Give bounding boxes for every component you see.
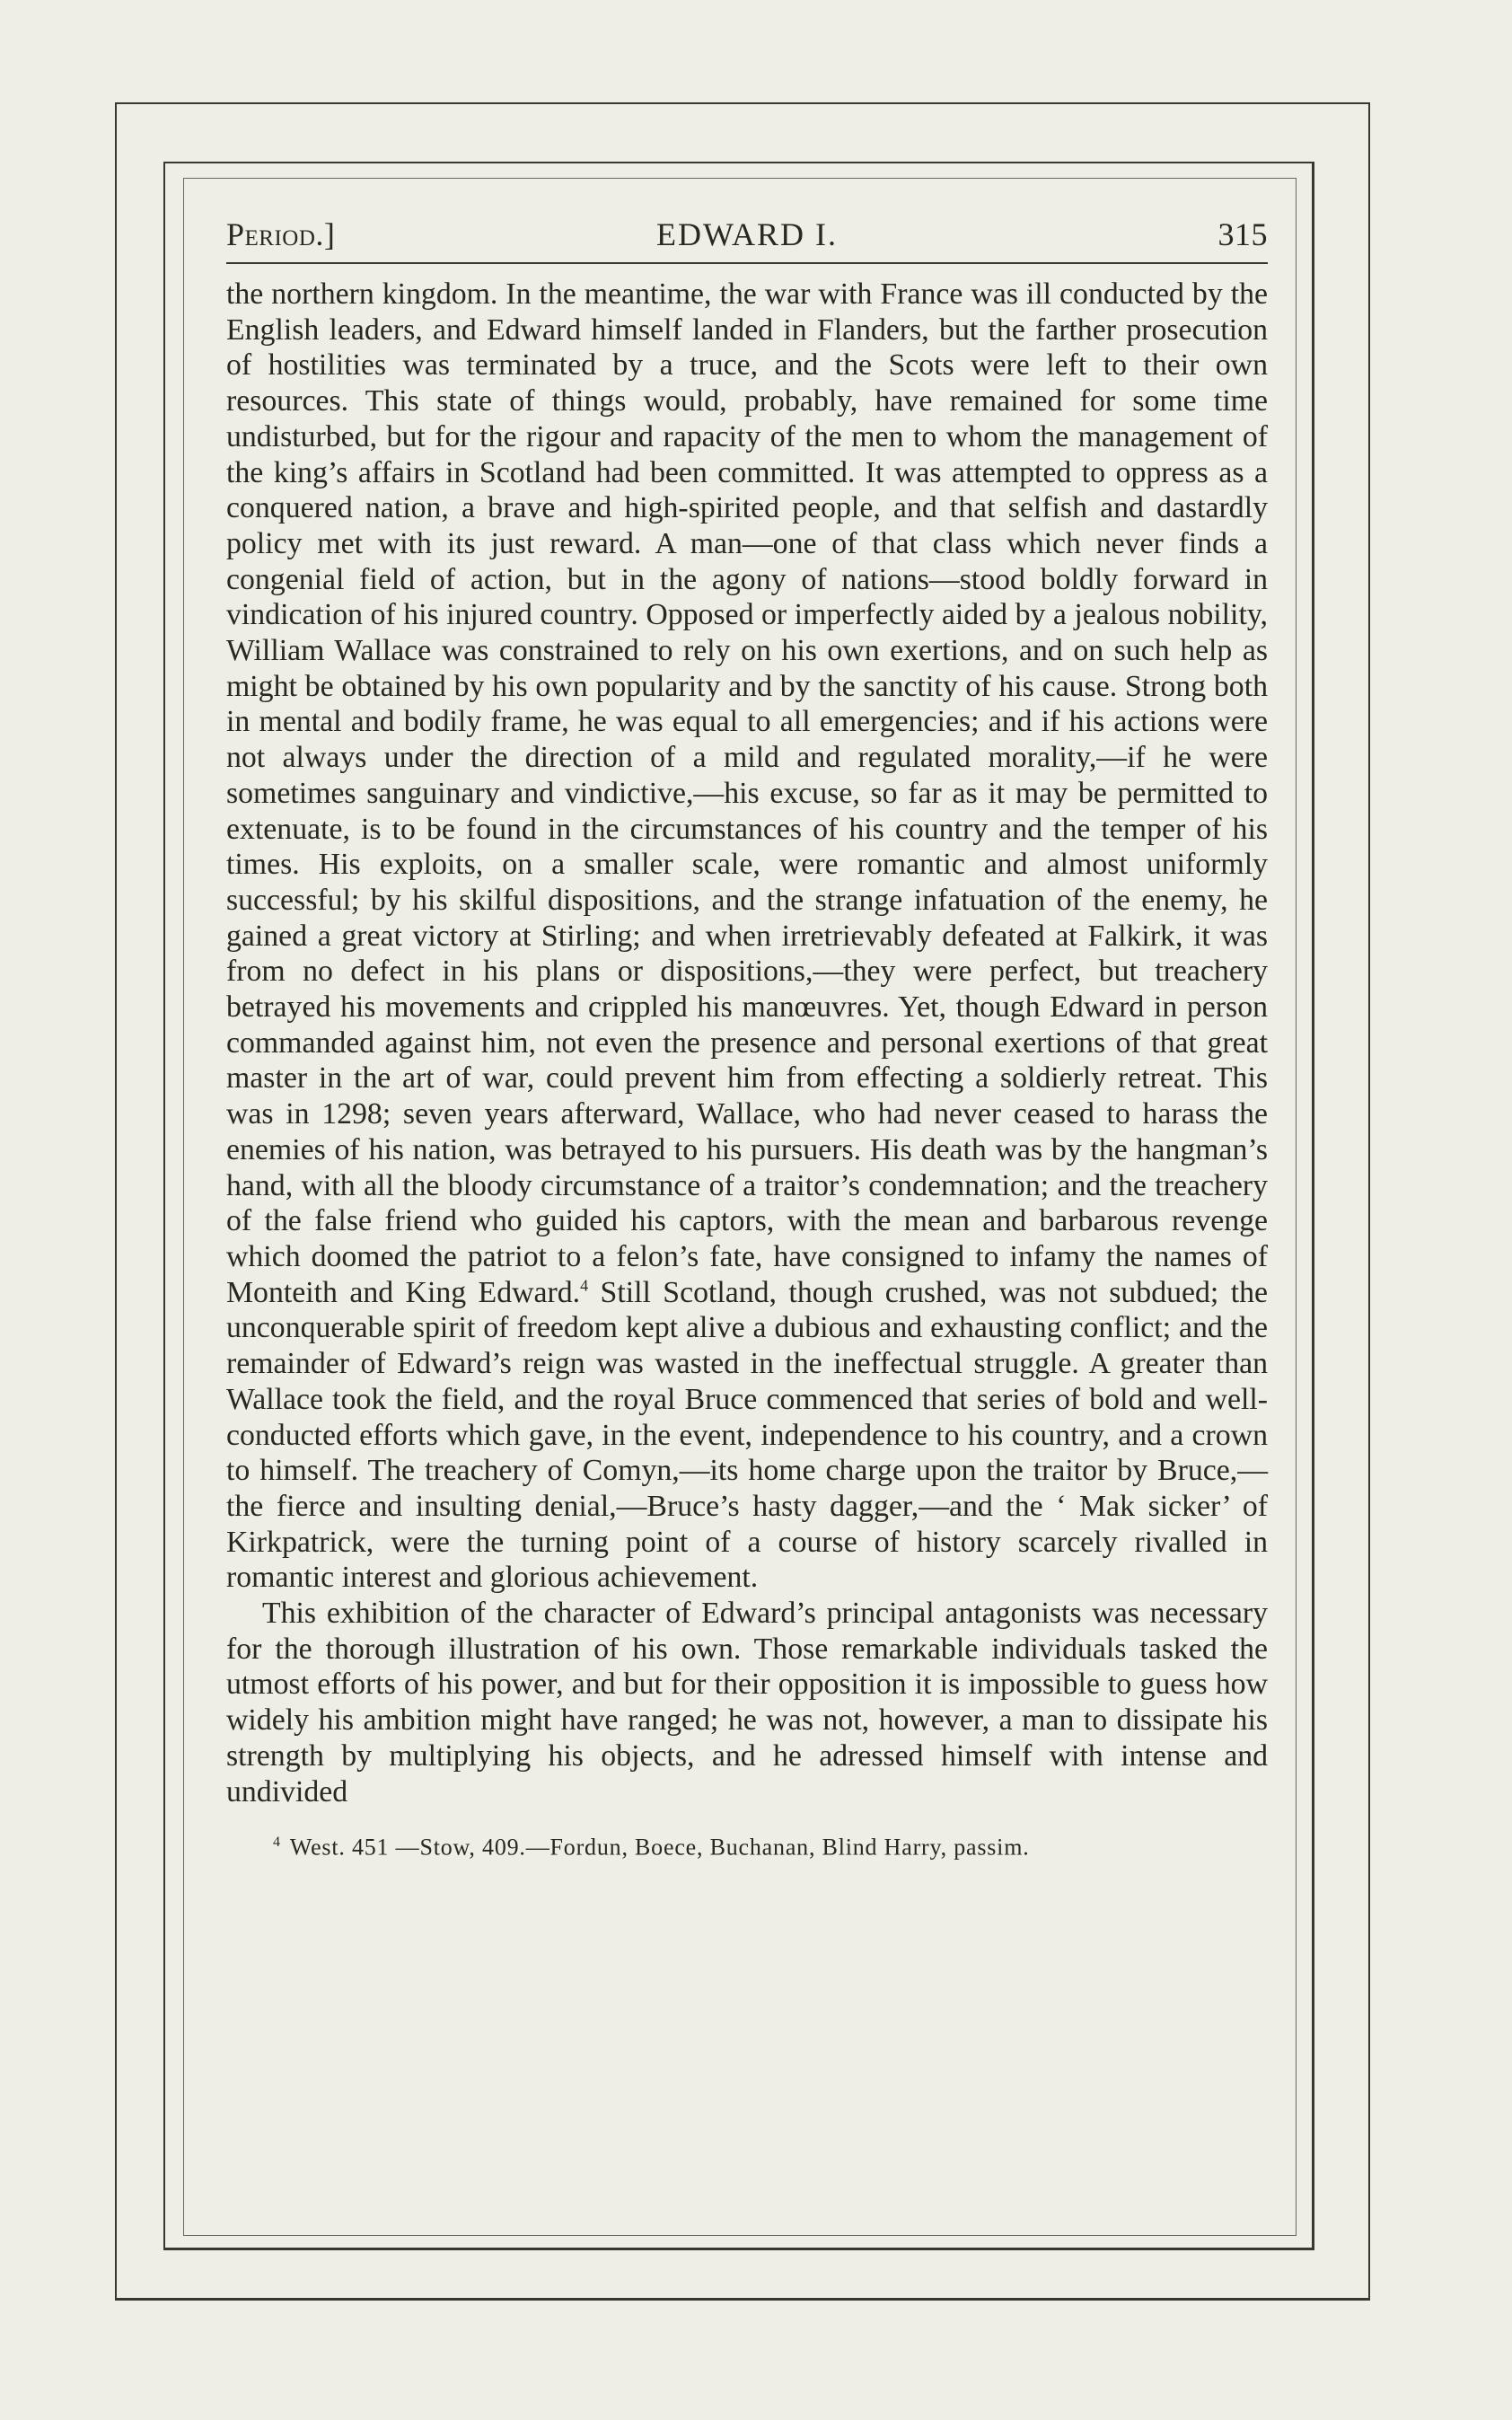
page-number: 315: [1218, 216, 1268, 252]
running-head: [226, 208, 1268, 260]
paragraph-1-continuation: Still Scotland, though crushed, was not subdued; the unconquerable spirit of freedom kept alive a dubious and exhausting conflict; and the remainder of Edward’s reign was wasted in the ineffectual struggle. A greater than Wallace took the field, and the royal Bruce commenced that series of bold and well-conducted efforts which gave, in the event, independence to his country, and a crown to himself. The treachery of Comyn,—its home charge upon the traitor by Bruce,—the fierce and insulting denial,—Bruce’s hasty dagger,—and the ‘ Mak sicker’ of Kirkpatrick, were the turning point of a course of history scarcely rivalled in romantic interest and glorious achievement.: [226, 1275, 1268, 1595]
book-page: [226, 208, 1268, 1863]
footnote: [226, 1827, 1268, 1863]
header-rule: [226, 262, 1268, 264]
paragraph-2: This exhibition of the character of Edward’s principal antagonists was necessary for the thorough illustration of his own. Those remarkable individuals tasked the utmost efforts of his power, and but for their opposition it is impossible to guess how widely his ambition might have ranged; he was not, however, a man to dissipate his strength by multiplying his objects, and he adressed himself with intense and undivided: [226, 1597, 1268, 1808]
footnote-reference: 4: [580, 1276, 589, 1295]
footnote-text: West. 451 —Stow, 409.—Fordun, Boece, Buchanan, Blind Harry, passim.: [289, 1834, 1030, 1861]
footnote-mark: 4: [273, 1835, 281, 1851]
section-label: Period.]: [226, 216, 336, 252]
paragraph-1-text: the northern kingdom. In the meantime, the war with France was ill conducted by the English leaders, and Edward himself landed in Flanders, but the farther prosecution of hostilities was terminated by a truce, and the Scots were left to their own resources. This state of things would, probably, have remained for some time undisturbed, but for the rigour and rapacity of the men to whom the management of the king’s affairs in Scotland had been committed. It was attempted to oppress as a conquered nation, a brave and high-spirited people, and that selfish and dastardly policy met with its just reward. A man—one of that class which never finds a congenial field of action, but in the agony of nations—stood boldly forward in vindication of his injured country. Opposed or imperfectly aided by a jealous nobility, William Wallace was constrained to rely on his own exertions, and on such help as might be obtained by his own popularity and by the sanctity of his cause. Strong both in mental and bodily frame, he was equal to all emergencies; and if his actions were not always under the direction of a mild and regulated morality,—if he were sometimes sanguinary and vindictive,—his excuse, so far as it may be permitted to extenuate, is to be found in the circumstances of his country and the temper of his times. His exploits, on a smaller scale, were romantic and almost uniformly successful; by his skilful dispositions, and the strange infatuation of the enemy, he gained a great victory at Stirling; and when irretrievably defeated at Falkirk, it was from no defect in his plans or dispositions,—they were perfect, but treachery betrayed his movements and crippled his manœuvres. Yet, though Edward in person commanded against him, not even the presence and personal exertions of that great master in the art of war, could prevent him from effecting a soldierly retreat. This was in 1298; seven years afterward, Wallace, who had never ceased to harass the enemies of his nation, was betrayed to his pursuers. His death was by the hangman’s hand, with all the bloody circumstance of a traitor’s condemnation; and the treachery of the false friend who guided his captors, with the mean and barbarous revenge which doomed the patriot to a felon’s fate, have consigned to infamy the names of Monteith and King Edward.: [226, 277, 1268, 1309]
body-text: [226, 277, 1268, 1809]
chapter-title: EDWARD I.: [656, 216, 838, 252]
paragraph-1: [226, 277, 1268, 1596]
